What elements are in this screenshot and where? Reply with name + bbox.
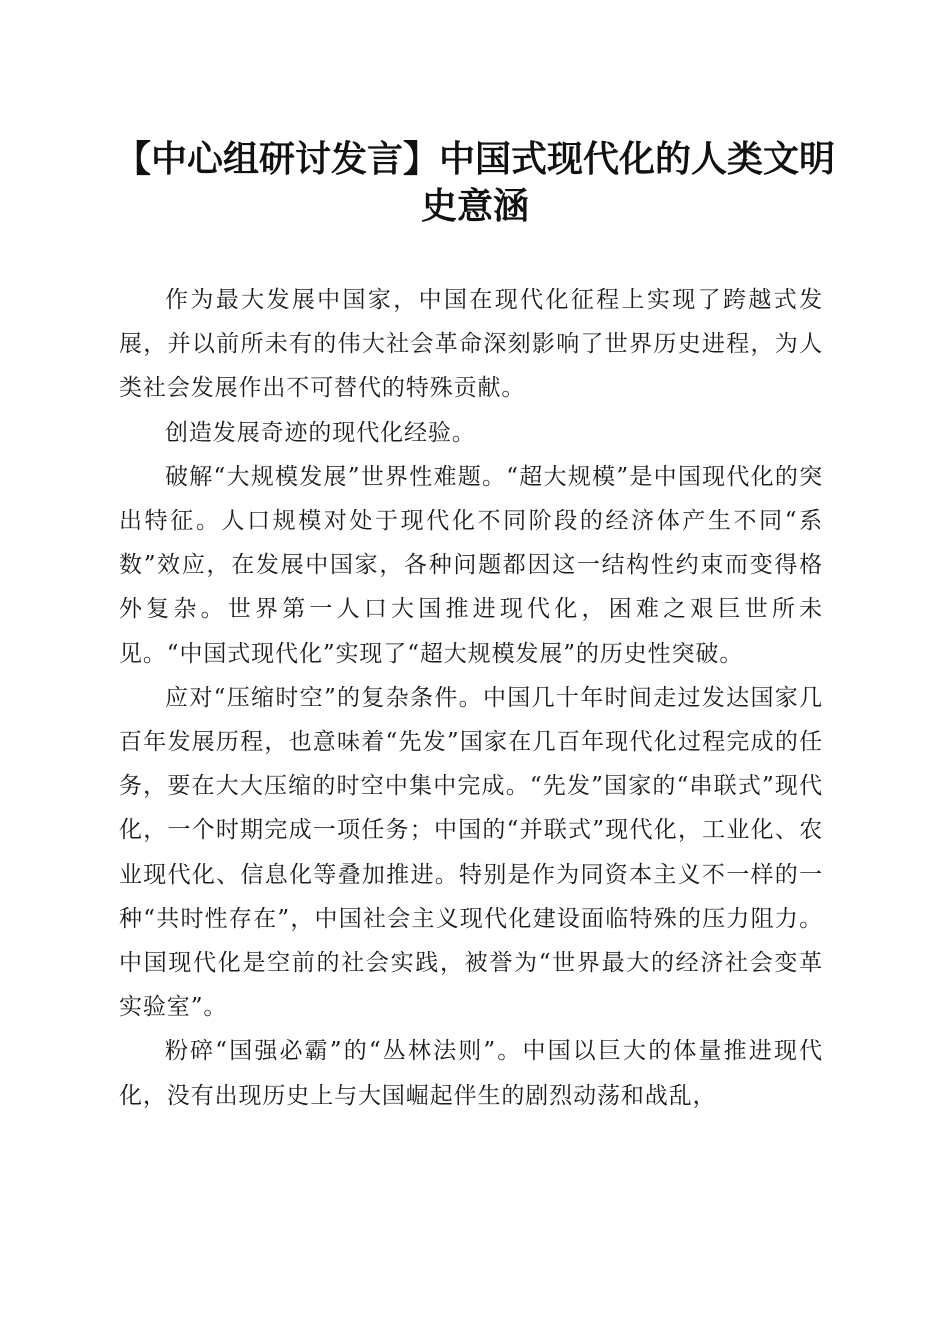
- document-body: [119, 278, 823, 1118]
- paragraph-jungle-law: 粉碎“国强必霸”的“丛林法则”。中国以巨大的体量推进现代化，没有出现历史上与大国崛起伴生的剧烈动荡和战乱，: [119, 1038, 823, 1109]
- document-title: 【中心组研讨发言】中国式现代化的人类文明史意涵: [114, 139, 835, 227]
- paragraph-compressed-time: 应对“压缩时空”的复杂条件。中国几十年时间走过发达国家几百年发展历程，也意味着“先发”国家在几百年现代化过程完成的任务，要在大大压缩的时空中集中完成。“先发”国家的“串联式”现代化，一个时期完成一项任务；中国的“并联式”现代化，工业化、农业现代化、信息化等叠加推进。特别是作为同资本主义不一样的一种“共时性存在”，中国社会主义现代化建设面临特殊的压力阻力。中国现代化是空前的社会实践，被誉为“世界最大的经济社会变革实验室”。: [119, 684, 823, 1021]
- paragraph-intro: 作为最大发展中国家，中国在现代化征程上实现了跨越式发展，并以前所未有的伟大社会革命深刻影响了世界历史进程，为人类社会发展作出不可替代的特殊贡献。: [119, 287, 823, 402]
- paragraph-section-heading: 创造发展奇迹的现代化经验。: [165, 419, 476, 446]
- paragraph-large-scale: 破解“大规模发展”世界性难题。“超大规模”是中国现代化的突出特征。人口规模对处于现代化不同阶段的经济体产生不同“系数”效应，在发展中国家，各种问题都因这一结构性约束而变得格外复杂。世界第一人口大国推进现代化，困难之艰巨世所未见。“中国式现代化”实现了“超大规模发展”的历史性突破。: [119, 463, 823, 667]
